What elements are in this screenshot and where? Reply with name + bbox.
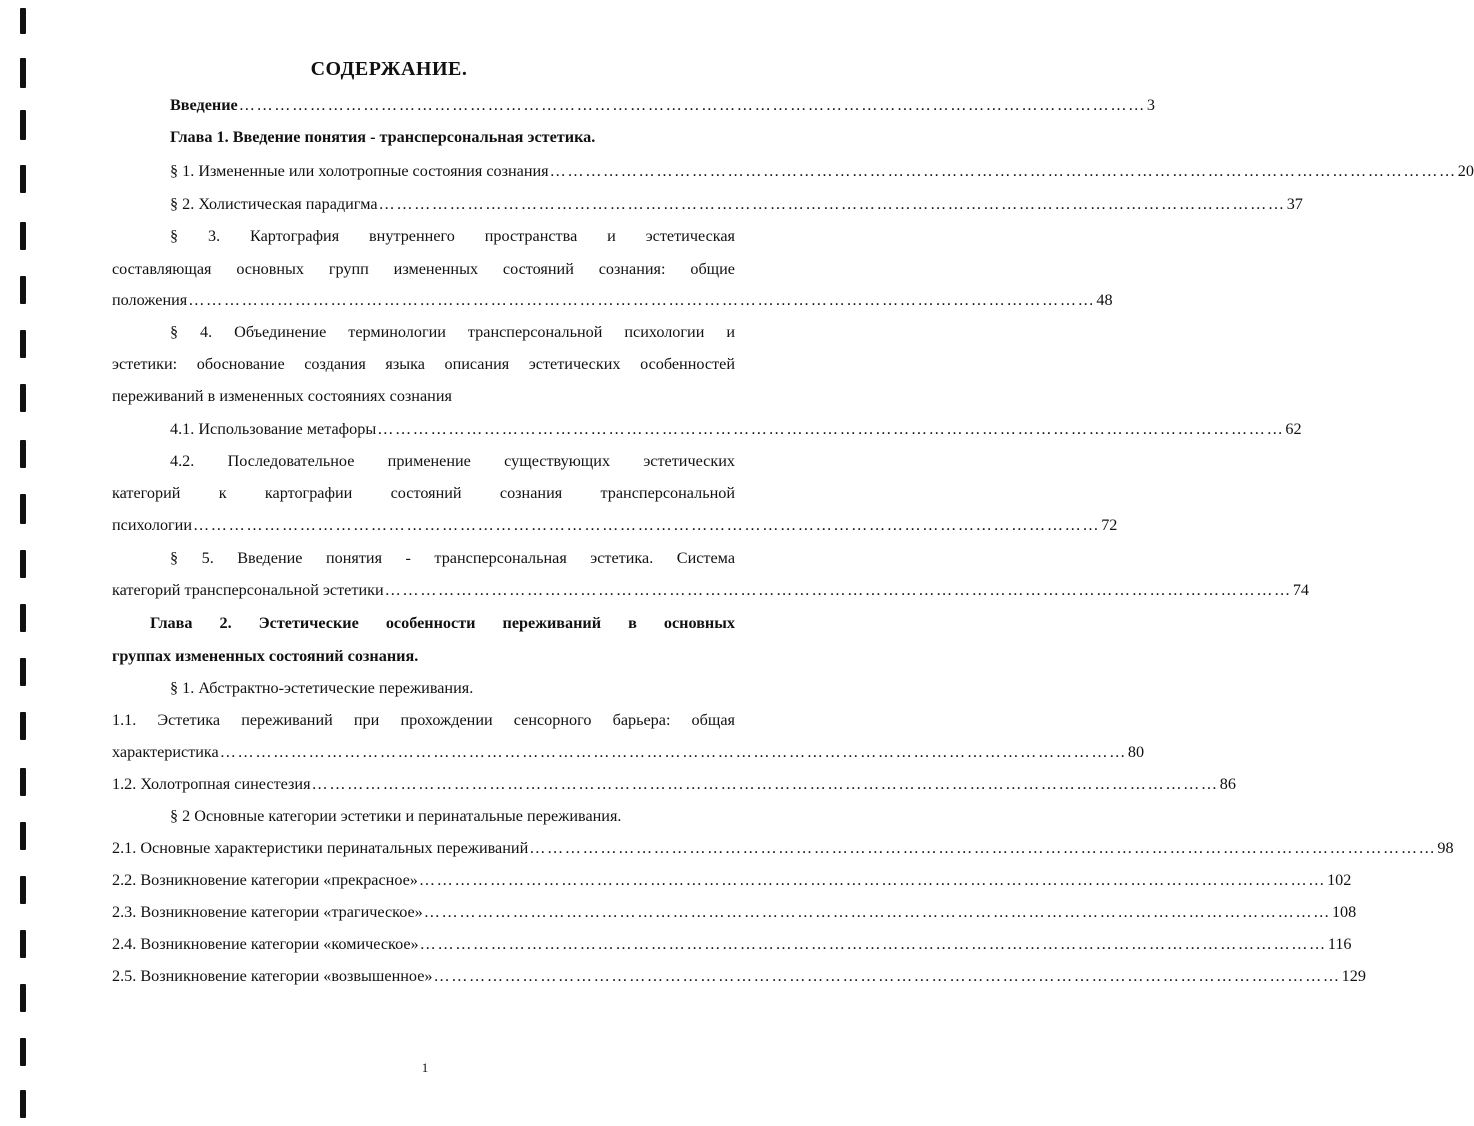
binding-mark — [20, 494, 26, 524]
toc-entry-text-line: § 3. Картография внутреннего пространства и эстетическая — [170, 227, 735, 245]
binding-mark — [20, 384, 26, 412]
toc-entry-ch2-s1-2[interactable] — [112, 774, 1236, 794]
toc-entry-label: § 2. Холистическая парадигма — [170, 195, 378, 213]
toc-page-number: 98 — [1437, 839, 1454, 857]
toc-entry-ch2-s2-4[interactable] — [112, 934, 1352, 954]
toc-entry-ch2-s2[interactable]: § 2 Основные категории эстетики и перинатальные переживания. — [170, 807, 622, 825]
toc-entry-text-line: 1.1. Эстетика переживаний при прохождении сенсорного барьера: общая — [112, 711, 735, 729]
toc-entry-ch1-s2[interactable] — [170, 194, 1303, 214]
binding-mark — [20, 8, 26, 34]
toc-leader: ……………………………………………………………………………………………………………………………………… — [384, 581, 1292, 599]
toc-page-number: 102 — [1327, 871, 1352, 889]
binding-mark — [20, 110, 26, 140]
toc-leader: ……………………………………………………………………………………………………………………………………… — [433, 967, 1341, 985]
binding-mark — [20, 330, 26, 358]
toc-entry-label: 4.1. Использование метафоры — [170, 420, 377, 438]
toc-leader: ……………………………………………………………………………………………………………………………………… — [529, 839, 1437, 857]
toc-entry-label: характеристика — [112, 743, 219, 761]
binding-mark — [20, 440, 26, 468]
toc-leader: ……………………………………………………………………………………………………………………………………… — [419, 935, 1327, 953]
toc-leader: ……………………………………………………………………………………………………………………………………… — [193, 516, 1101, 534]
toc-entry-text-line: § 4. Объединение терминологии трансперсональной психологии и — [170, 323, 735, 341]
toc-leader: ……………………………………………………………………………………………………………………………………… — [238, 96, 1146, 114]
binding-mark — [20, 768, 26, 796]
binding-mark — [20, 712, 26, 740]
page-number: 1 — [421, 1060, 429, 1075]
binding-mark — [20, 658, 26, 686]
toc-entry-last-line — [112, 742, 1145, 762]
toc-entry-label: положения — [112, 291, 188, 309]
toc-entry-ch2-s2-1[interactable] — [112, 838, 1454, 858]
binding-mark — [20, 876, 26, 904]
toc-entry-label: 2.2. Возникновение категории «прекрасное» — [112, 871, 418, 889]
toc-entry-ch1-s4-1[interactable] — [170, 419, 1302, 439]
toc-entry-ch2-s2-2[interactable] — [112, 870, 1352, 890]
chapter-1-heading[interactable]: Глава 1. Введение понятия - трансперсональная эстетика. — [170, 128, 596, 146]
toc-page-number: 37 — [1286, 195, 1303, 213]
toc-page-number: 129 — [1341, 967, 1366, 985]
toc-entry-label: категорий трансперсональной эстетики — [112, 581, 384, 599]
binding-mark — [20, 984, 26, 1012]
toc-page-number: 62 — [1285, 420, 1302, 438]
toc-entry-last-line — [112, 580, 1309, 600]
toc-leader: ……………………………………………………………………………………………………………………………………… — [418, 871, 1327, 889]
toc-entry-label: 2.3. Возникновение категории «трагическое» — [112, 903, 423, 921]
binding-mark — [20, 1090, 26, 1118]
toc-leader: ……………………………………………………………………………………………………………………………………… — [378, 195, 1286, 213]
toc-page-number: 20 — [1457, 162, 1474, 180]
toc-entry-last-line — [112, 515, 1118, 535]
toc-entry-label: 2.1. Основные характеристики перинатальных переживаний — [112, 839, 529, 857]
toc-page-number: 108 — [1331, 903, 1357, 921]
toc-leader: ……………………………………………………………………………………………………………………………………… — [549, 162, 1457, 180]
toc-page-number: 3 — [1146, 96, 1155, 114]
toc-leader: ……………………………………………………………………………………………………………………………………… — [188, 291, 1096, 309]
toc-entry-ch1-s1[interactable] — [170, 161, 1474, 181]
toc-entry-label: психологии — [112, 516, 193, 534]
toc-leader: ……………………………………………………………………………………………………………………………………… — [311, 775, 1219, 793]
toc-entry-text-line: § 5. Введение понятия - трансперсональная эстетика. Система — [170, 549, 735, 567]
toc-entry-text-line: составляющая основных групп измененных состояний сознания: общие — [112, 260, 735, 278]
binding-mark — [20, 604, 26, 632]
toc-entry-label: 1.2. Холотропная синестезия — [112, 775, 311, 793]
toc-entry-ch2-s2-3[interactable] — [112, 902, 1357, 922]
toc-leader: ……………………………………………………………………………………………………………………………………… — [377, 420, 1285, 438]
toc-entry-text-line: переживаний в измененных состояниях сознания — [112, 387, 452, 405]
toc-leader: ……………………………………………………………………………………………………………………………………… — [219, 743, 1127, 761]
toc-entry-label: § 1. Измененные или холотропные состояния сознания — [170, 162, 549, 180]
toc-page-number: 116 — [1327, 935, 1352, 953]
toc-page-number: 80 — [1127, 743, 1145, 761]
toc-entry-ch2-s1[interactable]: § 1. Абстрактно-эстетические переживания. — [170, 679, 474, 697]
toc-page-number: 86 — [1219, 775, 1236, 793]
chapter-heading-line: Глава 2. Эстетические особенности переживаний в основных — [150, 614, 735, 632]
binding-mark — [20, 276, 26, 304]
page-title: СОДЕРЖАНИЕ. — [310, 58, 468, 80]
toc-entry-label: 2.5. Возникновение категории «возвышенное» — [112, 967, 433, 985]
toc-entry-text-line: категорий к картографии состояний сознания трансперсональной — [112, 484, 735, 502]
toc-page-number: 72 — [1101, 516, 1118, 534]
toc-entry-ch2-s2-5[interactable] — [112, 966, 1366, 986]
toc-entry-label: Введение — [170, 96, 238, 114]
binding-mark — [20, 222, 26, 250]
toc-entry-last-line — [112, 290, 1113, 310]
toc-entry-intro[interactable] — [170, 95, 1155, 115]
binding-mark — [20, 930, 26, 958]
toc-leader: ……………………………………………………………………………………………………………………………………… — [423, 903, 1331, 921]
toc-page-number: 48 — [1096, 291, 1113, 309]
binding-mark — [20, 822, 26, 850]
toc-entry-text-line: эстетики: обоснование создания языка описания эстетических особенностей — [112, 355, 735, 373]
binding-mark — [20, 550, 26, 578]
toc-entry-label: 2.4. Возникновение категории «комическое» — [112, 935, 419, 953]
toc-entry-text-line: 4.2. Последовательное применение существующих эстетических — [170, 452, 735, 470]
chapter-heading-line: группах измененных состояний сознания. — [112, 647, 419, 665]
binding-mark — [20, 165, 26, 193]
toc-page-number: 74 — [1292, 581, 1309, 599]
